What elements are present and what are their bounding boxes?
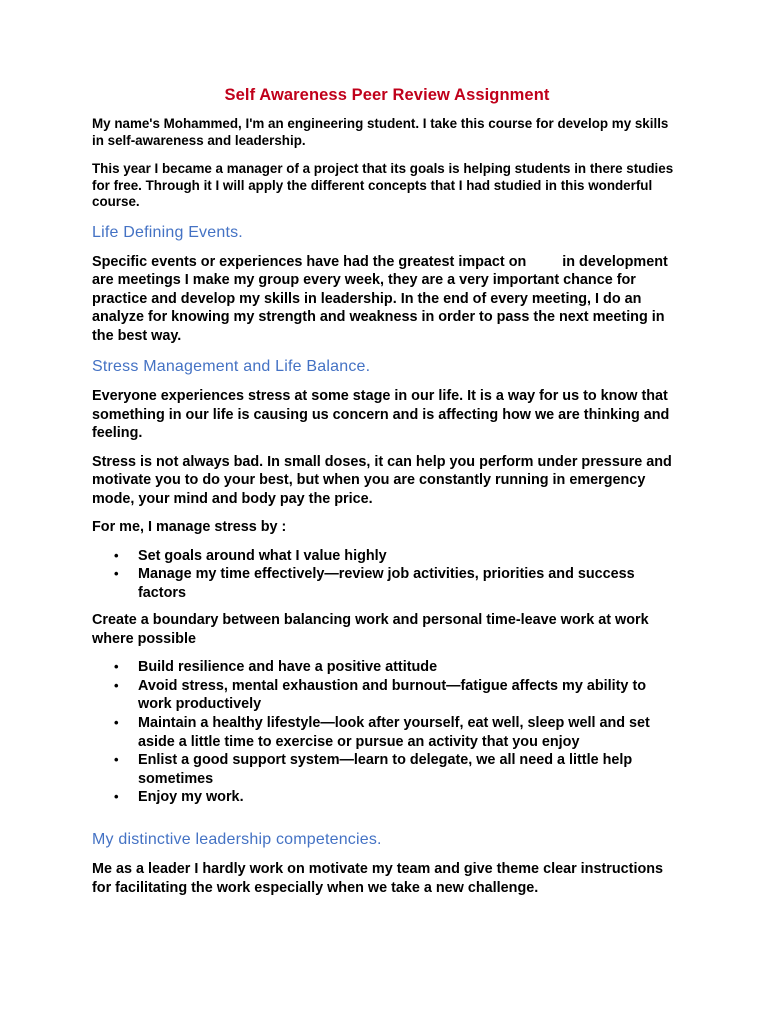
heading-stress-management: Stress Management and Life Balance.: [92, 358, 371, 375]
bullet-list-b: [92, 658, 682, 807]
list-item: • Manage my time effectively—review job activities, priorities and success factors: [114, 566, 635, 601]
list-item: • Maintain a healthy lifestyle—look after yourself, eat well, sleep well and set aside a little time to exercise or pursue an activity that you enjoy: [114, 715, 650, 750]
competencies-paragraph: Me as a leader I hardly work on motivate my team and give theme clear instructions for facilitating the work especially when we take a new challenge.: [92, 861, 664, 896]
bullet-icon: •: [114, 566, 119, 582]
bullet-icon: •: [114, 715, 119, 731]
bullet-icon: •: [114, 677, 119, 693]
bullet-list-a: [92, 547, 682, 603]
list-item: • Build resilience and have a positive attitude: [114, 659, 438, 676]
list-item: • Enlist a good support system—learn to delegate, we all need a little help sometimes: [114, 752, 633, 787]
list-item: • Avoid stress, mental exhaustion and burnout—fatigue affects my ability to work productively: [114, 677, 647, 713]
list-item: • Enjoy my work.: [114, 789, 244, 806]
bullet-icon: •: [114, 789, 119, 805]
life-events-paragraph: Specific events or experiences have had the greatest impact on in development are meetings I make my group every week, they are a very important chance for practice and develop my skills in leadership. In the end of every meeting, I do an analyze for knowing my strength and weakness in order to pass the next meeting in the best way.: [92, 253, 668, 344]
stress-paragraph-3: For me, I manage stress by :: [92, 519, 287, 535]
heading-life-defining-events: Life Defining Events.: [92, 223, 243, 241]
intro-paragraph-1: My name's Mohammed, I'm an engineering student. I take this course for develop my skills in self-awareness and leadership.: [92, 116, 669, 148]
bullet-icon: •: [114, 659, 119, 675]
bullet-icon: •: [114, 547, 119, 563]
stress-paragraph-4: Create a boundary between balancing work and personal time-leave work at work where possible: [92, 612, 649, 647]
stress-paragraph-2: Stress is not always bad. In small doses, it can help you perform under pressure and motivate you to do your best, but when you are constantly running in emergency mode, your mind and body pay the price.: [92, 453, 672, 507]
document-page: [92, 86, 682, 907]
document-title: Self Awareness Peer Review Assignment: [224, 86, 550, 104]
stress-paragraph-1: Everyone experiences stress at some stage in our life. It is a way for us to know that something in our life is causing us concern and is affecting how we are thinking and feeling.: [92, 388, 670, 441]
list-item: • Set goals around what I value highly: [114, 547, 387, 564]
heading-leadership-competencies: My distinctive leadership competencies.: [92, 831, 382, 849]
intro-paragraph-2: This year I became a manager of a project that its goals is helping students in there studies for free. Through it I will apply the different concepts that I had studied in this wonderful course.: [92, 161, 674, 209]
bullet-icon: •: [114, 752, 119, 768]
